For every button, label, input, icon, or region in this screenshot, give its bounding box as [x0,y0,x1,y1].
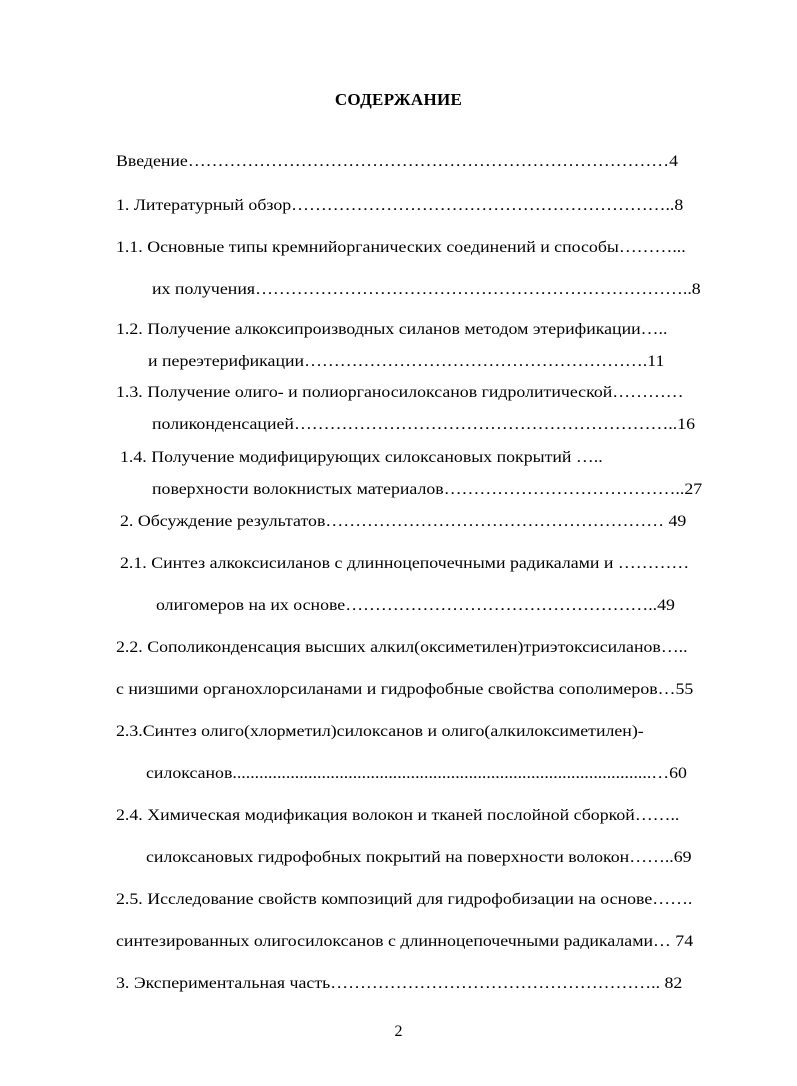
toc-entry: поликонденсацией………………………………………………………..16 [152,416,696,433]
toc-entry: 2.3.Синтез олиго(хлорметил)силоксанов и олиго(алкилоксиметилен)- [116,723,644,740]
toc-entry: 1. Литературный обзор………………………………………………………..8 [116,197,684,214]
page-number: 2 [394,1023,403,1040]
toc-entry: их получения………………………………………………………………..8 [152,281,701,298]
toc-entry: силоксановых гидрофобных покрытий на поверхности волокон……..69 [146,849,692,866]
page-title: СОДЕРЖАНИЕ [334,90,463,109]
toc-entry: и переэтерификации………………………………………………….11 [148,353,665,370]
toc-entry: силоксанов..............................................................................................…60 [146,765,687,782]
toc-entry: 2. Обсуждение результатов………………………………………………… 49 [120,513,687,530]
toc-entry: 2.1. Синтез алкоксисиланов с длинноцепочечными радикалами и ………… [120,555,690,572]
toc-entry: 1.1. Основные типы кремнийорганических соединений и способы………... [116,239,686,256]
toc-entry: синтезированных олигосилоксанов с длинноцепочечными радикалами… 74 [116,933,694,950]
toc-entry: Введение………………………………………………………………………4 [116,153,679,170]
toc-entry: 3. Экспериментальная часть……………………………………………….. 82 [116,975,683,992]
toc-entry: с низшими органохлорсиланами и гидрофобные свойства сополимеров…55 [116,681,694,698]
toc-entry: поверхности волокнистых материалов…………………………………..27 [152,481,703,498]
toc-entry: олигомеров на их основе……………………………………………..49 [156,597,675,614]
toc-entry: 1.4. Получение модифицирующих силоксановых покрытий ….. [120,449,603,466]
toc-entry: 1.2. Получение алкоксипроизводных силанов методом этерификации….. [116,321,668,338]
toc-entry: 2.2. Сополиконденсация высших алкил(оксиметилен)триэтоксисиланов….. [116,639,688,656]
toc-entry: 1.3. Получение олиго- и полиорганосилоксанов гидролитической………… [116,384,684,401]
toc-entry: 2.4. Химическая модификация волокон и тканей послойной сборкой…….. [116,807,680,824]
toc-entry: 2.5. Исследование свойств композиций для гидрофобизации на основе……. [116,891,693,908]
